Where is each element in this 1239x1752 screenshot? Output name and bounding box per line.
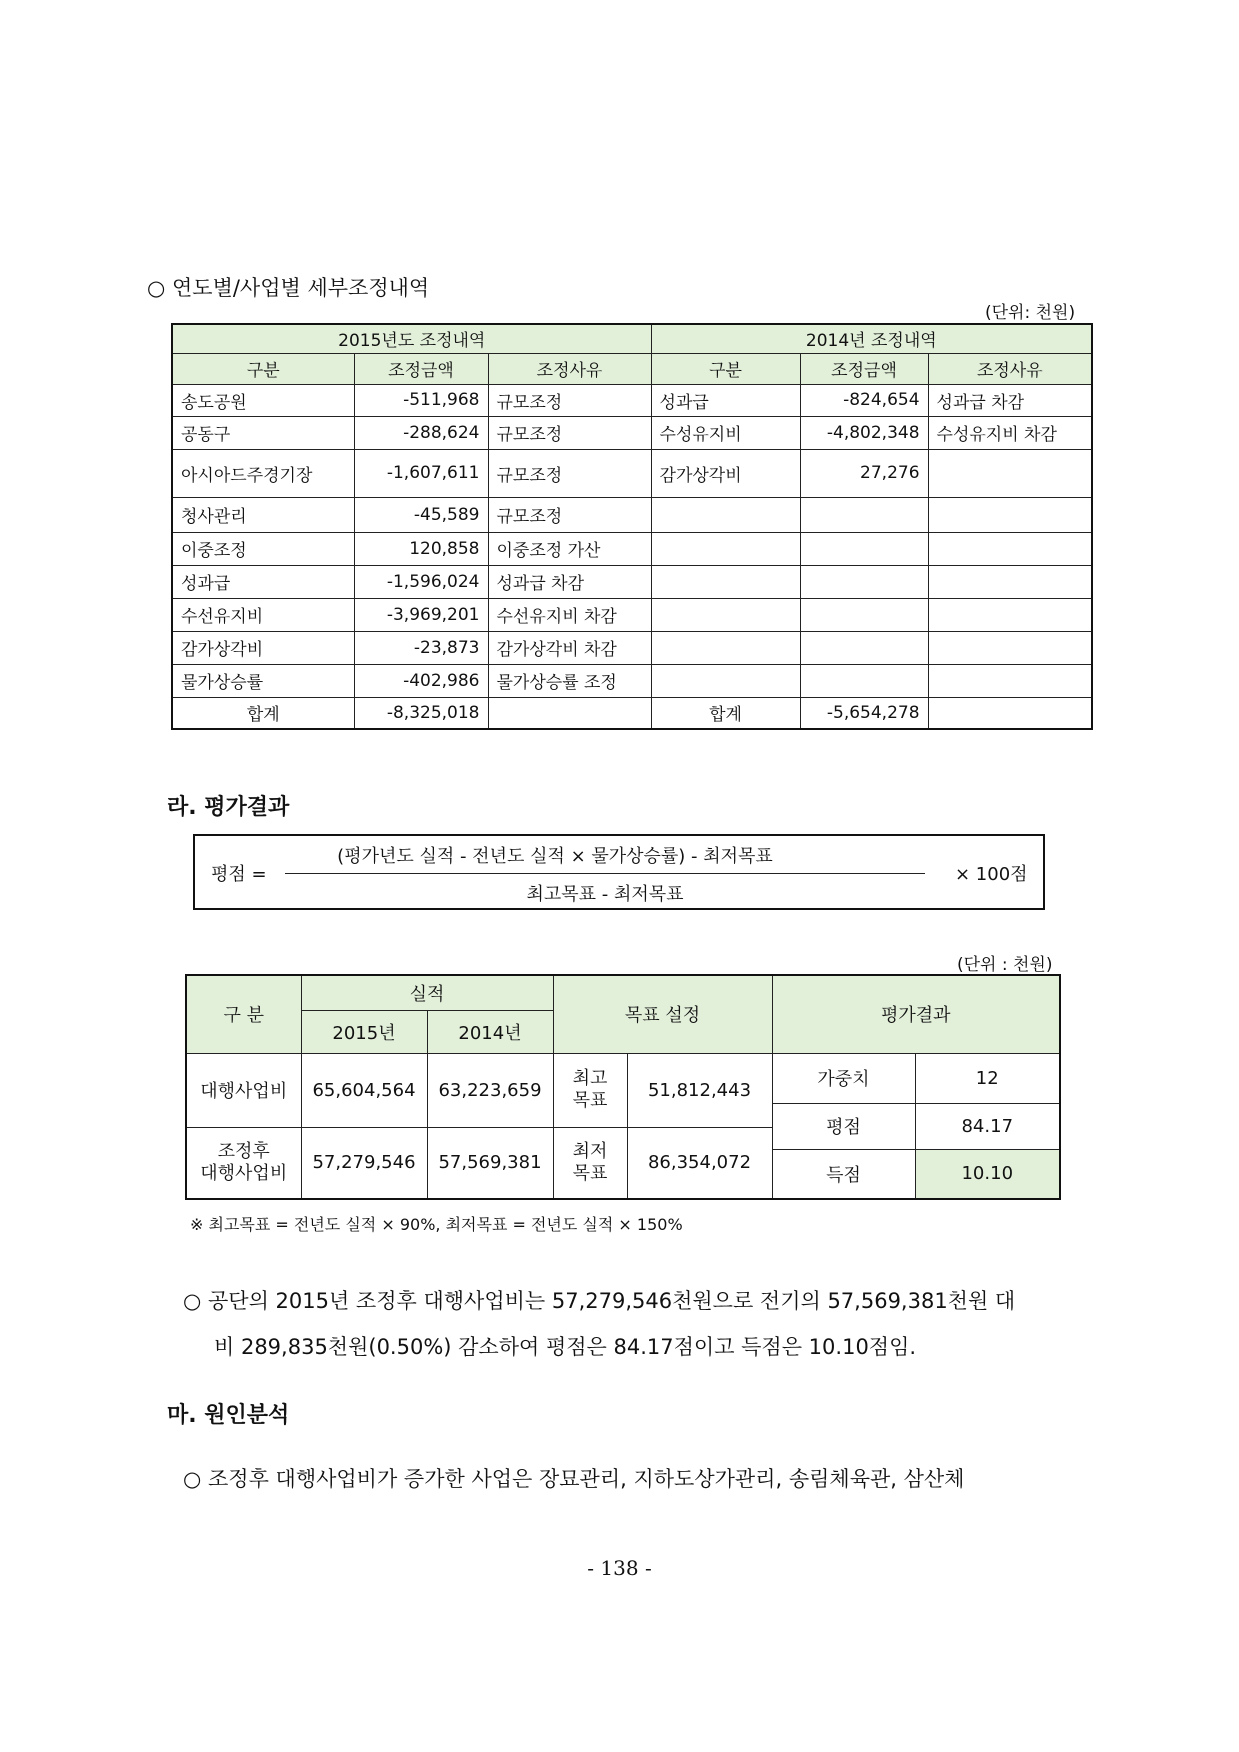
target-min-label-line2: 목표	[572, 1162, 608, 1184]
row-label: 대행사업비	[186, 1053, 301, 1127]
cell: 합계	[172, 697, 354, 729]
cell	[651, 631, 800, 664]
adjustment-table	[171, 323, 1093, 730]
table-row	[172, 384, 1092, 416]
table-row	[172, 565, 1092, 598]
gubun-header: 구 분	[186, 975, 301, 1053]
target-max-value: 51,812,443	[627, 1053, 772, 1127]
cell: 수성유지비	[651, 416, 800, 449]
cell: -402,986	[354, 664, 488, 697]
weight-value: 12	[915, 1053, 1060, 1103]
cell: 성과급 차감	[488, 565, 651, 598]
section-heading: 라. 평가결과	[167, 795, 290, 820]
cell: 성과급	[651, 384, 800, 416]
cell	[488, 697, 651, 729]
weight-label: 가중치	[772, 1053, 915, 1103]
cell: -23,873	[354, 631, 488, 664]
section-heading: 마. 원인분석	[167, 1403, 290, 1428]
group-2014-header: 2014년 조정내역	[651, 324, 1092, 353]
table-row	[172, 598, 1092, 631]
cell: -45,589	[354, 497, 488, 532]
row2-label-line1: 조정후	[217, 1140, 270, 1162]
cell	[928, 631, 1092, 664]
cell	[651, 664, 800, 697]
cell	[651, 565, 800, 598]
unit-label: (단위 : 천원)	[957, 955, 1053, 975]
unit-label: (단위: 천원)	[985, 303, 1076, 323]
cell: 57,569,381	[427, 1127, 553, 1199]
points-label: 득점	[772, 1149, 915, 1199]
paragraph-line: 비 289,835천원(0.50%) 감소하여 평점은 84.17점이고 득점은 10.10점임.	[214, 1335, 917, 1359]
group-2015-header: 2015년도 조정내역	[172, 324, 651, 353]
cell: -4,802,348	[800, 416, 928, 449]
formula-denominator: 최고목표 - 최저목표	[526, 884, 684, 905]
cell: 감가상각비	[172, 631, 354, 664]
actual-header: 실적	[301, 975, 553, 1010]
target-min-label	[553, 1127, 627, 1199]
cell: 이중조정	[172, 532, 354, 565]
cell	[928, 497, 1092, 532]
table-row	[186, 1053, 1060, 1103]
formula-box	[193, 834, 1045, 910]
cell: 규모조정	[488, 416, 651, 449]
cell: -511,968	[354, 384, 488, 416]
cell	[928, 664, 1092, 697]
footnote: ※ 최고목표 = 전년도 실적 × 90%, 최저목표 = 전년도 실적 × 150%	[190, 1215, 683, 1234]
cell: -1,596,024	[354, 565, 488, 598]
cell: 송도공원	[172, 384, 354, 416]
cell	[651, 532, 800, 565]
cell: -288,624	[354, 416, 488, 449]
score-label: 평점	[772, 1103, 915, 1149]
table-row	[172, 532, 1092, 565]
cell: 규모조정	[488, 384, 651, 416]
cell	[928, 532, 1092, 565]
cell: -5,654,278	[800, 697, 928, 729]
cell: 120,858	[354, 532, 488, 565]
target-header: 목표 설정	[553, 975, 772, 1053]
column-header: 조정금액	[354, 353, 488, 384]
table-row	[172, 497, 1092, 532]
cell: 물가상승률	[172, 664, 354, 697]
paragraph-line: ○ 조정후 대행사업비가 증가한 사업은 장묘관리, 지하도상가관리, 송림체육관, 삼산체	[183, 1467, 965, 1491]
cell	[928, 565, 1092, 598]
cell: -1,607,611	[354, 449, 488, 497]
points-value: 10.10	[915, 1149, 1060, 1199]
section-title: ○ 연도별/사업별 세부조정내역	[147, 276, 430, 300]
cell	[800, 598, 928, 631]
cell	[800, 565, 928, 598]
formula-numerator: (평가년도 실적 - 전년도 실적 × 물가상승률) - 최저목표	[337, 846, 773, 867]
cell: -8,325,018	[354, 697, 488, 729]
year-2015-header: 2015년	[301, 1010, 427, 1053]
cell: 청사관리	[172, 497, 354, 532]
formula-lhs: 평점 =	[211, 864, 267, 885]
cell: -3,969,201	[354, 598, 488, 631]
formula-rhs: × 100점	[955, 864, 1028, 885]
cell: 27,276	[800, 449, 928, 497]
result-header: 평가결과	[772, 975, 1060, 1053]
year-2014-header: 2014년	[427, 1010, 553, 1053]
target-max-label-line2: 목표	[572, 1090, 608, 1111]
cell: 성과급	[172, 565, 354, 598]
cell: 수선유지비 차감	[488, 598, 651, 631]
cell: 65,604,564	[301, 1053, 427, 1127]
total-row	[172, 697, 1092, 729]
cell	[800, 532, 928, 565]
column-header: 구분	[172, 353, 354, 384]
cell	[800, 631, 928, 664]
cell: 감가상각비	[651, 449, 800, 497]
table-row	[172, 664, 1092, 697]
cell	[928, 697, 1092, 729]
row-label	[186, 1127, 301, 1199]
paragraph-line: ○ 공단의 2015년 조정후 대행사업비는 57,279,546천원으로 전기의 57,569,381천원 대	[183, 1289, 1016, 1313]
score-value: 84.17	[915, 1103, 1060, 1149]
column-header: 조정금액	[800, 353, 928, 384]
cell: 이중조정 가산	[488, 532, 651, 565]
cell: 물가상승률 조정	[488, 664, 651, 697]
cell	[800, 497, 928, 532]
row2-label-line2: 대행사업비	[200, 1162, 288, 1184]
table-row	[172, 631, 1092, 664]
target-min-label-line1: 최저	[572, 1140, 608, 1162]
table-row	[172, 449, 1092, 497]
page-number: - 138 -	[587, 1556, 652, 1580]
cell	[800, 664, 928, 697]
column-header: 조정사유	[928, 353, 1092, 384]
cell: 규모조정	[488, 449, 651, 497]
target-max-label-line1: 최고	[572, 1068, 608, 1089]
cell: 수성유지비 차감	[928, 416, 1092, 449]
cell	[928, 449, 1092, 497]
cell: -824,654	[800, 384, 928, 416]
column-header: 조정사유	[488, 353, 651, 384]
cell	[928, 598, 1092, 631]
cell: 수선유지비	[172, 598, 354, 631]
cell	[651, 598, 800, 631]
cell: 63,223,659	[427, 1053, 553, 1127]
cell: 57,279,546	[301, 1127, 427, 1199]
evaluation-table	[185, 974, 1061, 1200]
cell	[651, 497, 800, 532]
cell: 규모조정	[488, 497, 651, 532]
table-row	[172, 416, 1092, 449]
cell: 합계	[651, 697, 800, 729]
cell: 성과급 차감	[928, 384, 1092, 416]
target-max-label	[553, 1053, 627, 1127]
column-header: 구분	[651, 353, 800, 384]
cell: 공동구	[172, 416, 354, 449]
cell: 아시아드주경기장	[172, 449, 354, 497]
cell: 감가상각비 차감	[488, 631, 651, 664]
fraction-line	[285, 873, 925, 874]
target-min-value: 86,354,072	[627, 1127, 772, 1199]
